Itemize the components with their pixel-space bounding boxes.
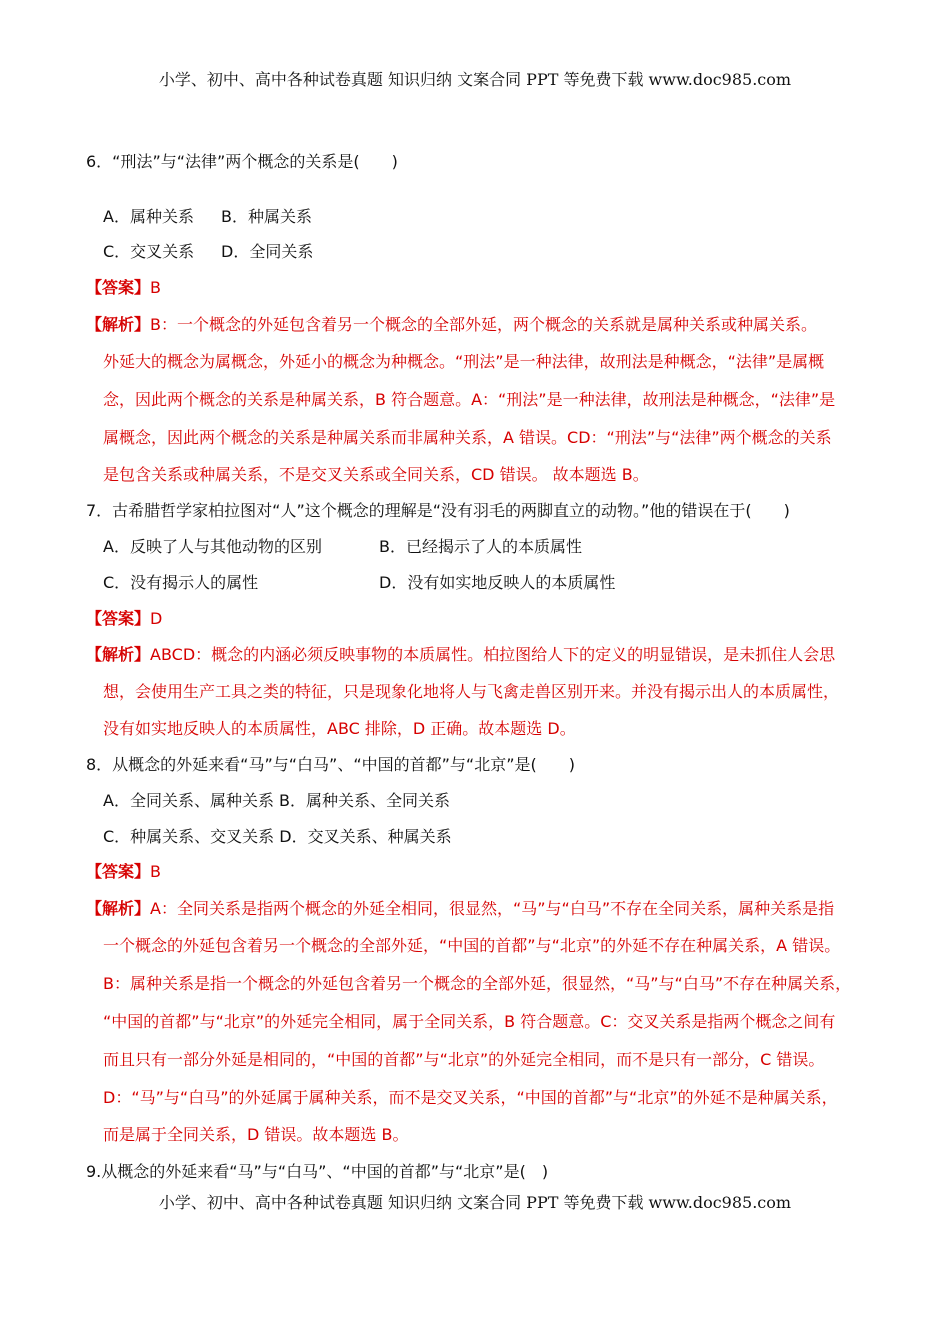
option-d: D．交叉关系、种属关系 xyxy=(279,827,452,846)
question-7-explanation-line-1: 【解析】ABCD：概念的内涵必须反映事物的本质属性。柏拉图给人下的定义的明显错误，是未抓住人会思 xyxy=(86,645,836,664)
question-8-answer xyxy=(86,862,161,882)
explanation-tag: 【解析】 xyxy=(86,645,151,664)
answer-tag: 【答案】 xyxy=(86,862,151,881)
question-8-explanation-line-7: 而是属于全同关系，D 错误。故本题选 B。 xyxy=(103,1125,409,1144)
question-8-explanation-line-5: 而且只有一部分外延是相同的，“中国的首都”与“北京”的外延完全相同，而不是只有一部分，C 错误。 xyxy=(103,1050,825,1069)
option-b: B．已经揭示了人的本质属性 xyxy=(379,537,582,556)
question-8-explanation-line-4: “中国的首都”与“北京”的外延完全相同，属于全同关系，B 符合题意。C：交叉关系是指两个概念之间有 xyxy=(103,1012,836,1031)
question-6-explanation-line-4: 属概念，因此两个概念的关系是种属关系而非属种关系，A 错误。CD：“刑法”与“法律”两个概念的关系 xyxy=(103,428,832,447)
option-b: B．种属关系 xyxy=(221,207,312,226)
question-6-explanation-line-3: 念，因此两个概念的关系是种属关系，B 符合题意。A：“刑法”是一种法律，故刑法是种概念，“法律”是 xyxy=(103,390,836,409)
question-9-stem: 9.从概念的外延来看“马”与“白马”、“中国的首都”与“北京”是( ) xyxy=(86,1162,549,1181)
question-6-answer xyxy=(86,278,161,298)
option-a: A．反映了人与其他动物的区别 xyxy=(103,537,322,556)
question-7-answer xyxy=(86,609,162,629)
question-8-options-row-1 xyxy=(103,791,450,811)
explanation-tag: 【解析】 xyxy=(86,315,151,334)
question-6-options-row-2 xyxy=(103,242,313,262)
option-d: D．全同关系 xyxy=(221,242,314,261)
question-8-options-row-2 xyxy=(103,827,452,847)
question-7-stem: 7．古希腊哲学家柏拉图对“人”这个概念的理解是“没有羽毛的两脚直立的动物。”他的错误在于( ) xyxy=(86,501,790,520)
question-8-explanation-line-2: 一个概念的外延包含着另一个概念的全部外延，“中国的首都”与“北京”的外延不存在种属关系，A 错误。 xyxy=(103,936,841,955)
answer-value: B xyxy=(150,278,161,297)
answer-value: D xyxy=(150,609,163,628)
question-7-explanation-line-3: 没有如实地反映人的本质属性，ABC 排除，D 正确。故本题选 D。 xyxy=(103,719,576,738)
question-8-explanation-line-6: D：“马”与“白马”的外延属于属种关系，而不是交叉关系，“中国的首都”与“北京”的外延不是种属关系， xyxy=(103,1088,838,1107)
option-c: C．交叉关系 xyxy=(103,242,195,261)
page-header: 小学、初中、高中各种试卷真题 知识归纳 文案合同 PPT 等免费下载 www.doc985.com xyxy=(158,70,792,89)
option-a: A．全同关系、属种关系 xyxy=(103,791,274,810)
option-d: D．没有如实地反映人的本质属性 xyxy=(379,573,616,592)
answer-tag: 【答案】 xyxy=(86,278,151,297)
page-footer: 小学、初中、高中各种试卷真题 知识归纳 文案合同 PPT 等免费下载 www.doc985.com xyxy=(158,1193,792,1212)
option-a: A．属种关系 xyxy=(103,207,194,226)
question-8-stem: 8．从概念的外延来看“马”与“白马”、“中国的首都”与“北京”是( ) xyxy=(86,755,575,774)
question-8-explanation-line-1: 【解析】A：全同关系是指两个概念的外延全相同，很显然，“马”与“白马”不存在全同关系，属种关系是指 xyxy=(86,899,835,918)
question-8-explanation-line-3: B：属种关系是指一个概念的外延包含着另一个概念的全部外延，很显然，“马”与“白马”不存在种属关系， xyxy=(103,974,852,993)
option-b: B．属种关系、全同关系 xyxy=(279,791,451,810)
question-6-stem: 6．“刑法”与“法律”两个概念的关系是( ) xyxy=(86,152,398,171)
question-6-explanation-line-2: 外延大的概念为属概念，外延小的概念为种概念。“刑法”是一种法律，故刑法是种概念，“法律”是属概 xyxy=(103,352,825,371)
question-7-options-row-1 xyxy=(103,537,582,557)
answer-value: B xyxy=(150,862,161,881)
question-7-options-row-2 xyxy=(103,573,615,593)
question-6-explanation-line-1: 【解析】B：一个概念的外延包含着另一个概念的全部外延，两个概念的关系就是属种关系或种属关系。 xyxy=(86,315,817,334)
question-6-explanation-line-5: 是包含关系或种属关系，不是交叉关系或全同关系，CD 错误。 故本题选 B。 xyxy=(103,465,649,484)
answer-tag: 【答案】 xyxy=(86,609,151,628)
question-6-options-row-1 xyxy=(103,207,312,227)
question-7-explanation-line-2: 想，会使用生产工具之类的特征，只是现象化地将人与飞禽走兽区别开来。并没有揭示出人的本质属性， xyxy=(103,682,840,701)
option-c: C．没有揭示人的属性 xyxy=(103,573,259,592)
option-c: C．种属关系、交叉关系 xyxy=(103,827,275,846)
explanation-tag: 【解析】 xyxy=(86,899,151,918)
